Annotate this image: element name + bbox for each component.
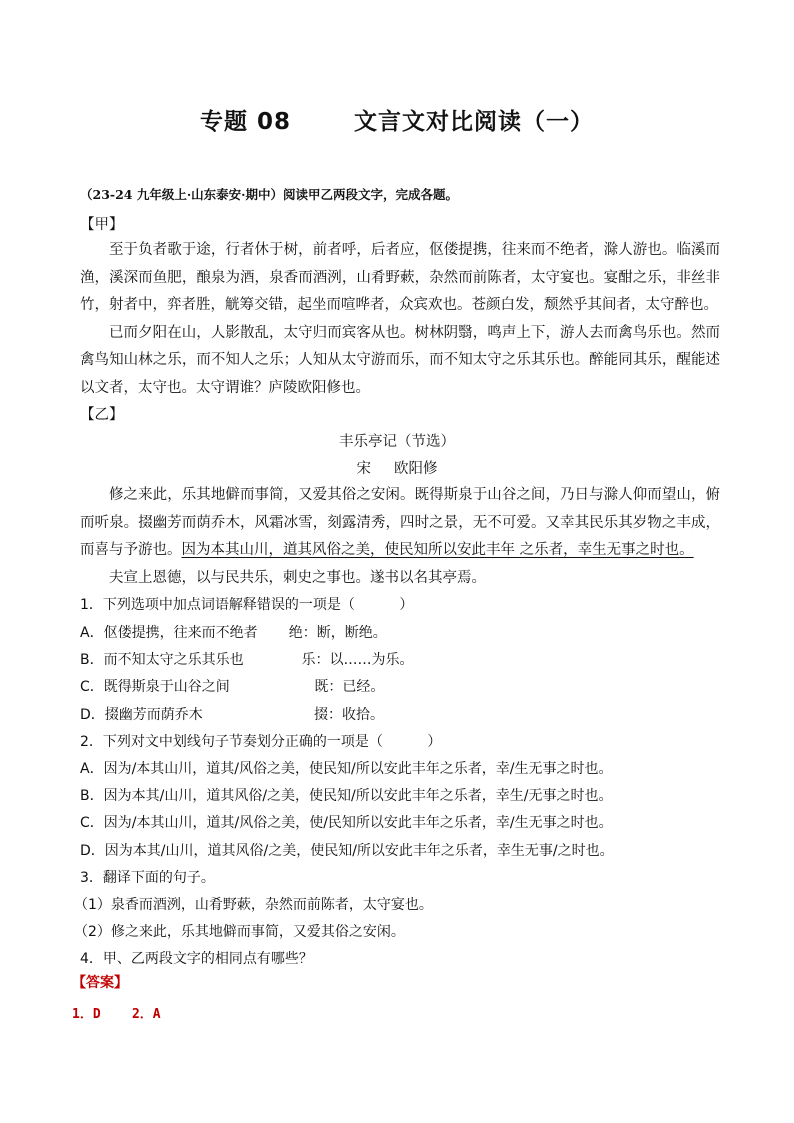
underlined-sentence: 因为本其山川，道其风俗之美，使民知所以安此丰年 之乐者，幸生无事之时也。 xyxy=(181,542,694,558)
question-3-item-1: （1）泉香而酒洌，山肴野蔌，杂然而前陈者，太守宴也。 xyxy=(74,897,433,913)
question-2-option-d: D．因为本其/山川，道其风俗/之美，使民知/所以安此丰年之乐者，幸生无事/之时也。 xyxy=(80,843,614,859)
answer-label: 【答案】 xyxy=(72,975,128,991)
passage-yi-title: 丰乐亭记（节选） xyxy=(339,434,455,450)
question-2: 2．下列对文中划线句子节奏划分正确的一项是（ ） xyxy=(80,734,442,750)
section-label-jia: 【甲】 xyxy=(80,217,124,233)
passage-jia xyxy=(80,237,720,402)
passage-yi xyxy=(80,482,720,592)
passage-jia-paragraph-1: 至于负者歌于途，行者休于树，前者呼，后者应，伛偻提携，往来而不绝者，滁人游也。临溪而渔，溪深而鱼肥，酿泉为酒，泉香而酒洌，山肴野蔌，杂然而前陈者，太守宴也。宴酣之乐，非丝非竹，射者中，弈者胜，觥筹交错，起坐而喧哗者，众宾欢也。苍颜白发，颓然乎其间者，太守醉也。 xyxy=(80,242,720,313)
passage-yi-paragraph-2: 夫宣上恩德，以与民共乐，刺史之事也。遂书以名其亭焉。 xyxy=(109,569,486,586)
question-1-option-d: D．掇幽芳而荫乔木 掇：收拾。 xyxy=(80,707,385,723)
question-1-option-c: C．既得斯泉于山谷之间 既：已经。 xyxy=(80,679,385,695)
question-4: 4．甲、乙两段文字的相同点有哪些？ xyxy=(80,951,313,967)
passage-jia-paragraph-2: 已而夕阳在山，人影散乱，太守归而宾客从也。树林阴翳，鸣声上下，游人去而禽鸟乐也。然而禽鸟知山林之乐，而不知人之乐；人知从太守游而乐，而不知太守之乐其乐也。醉能同其乐，醒能述以文者，太守也。太守谓谁？庐陵欧阳修也。 xyxy=(80,324,720,396)
question-1-option-b: B．而不知太守之乐其乐也 乐：以……为乐。 xyxy=(80,652,414,668)
section-label-yi: 【乙】 xyxy=(80,407,124,423)
question-2-option-a: A．因为/本其山川，道其/风俗之美，使民知/所以安此丰年之乐者，幸/生无事之时也。 xyxy=(80,761,613,777)
question-3: 3．翻译下面的句子。 xyxy=(80,870,215,886)
passage-yi-author: 宋 欧阳修 xyxy=(356,461,438,477)
source-line: （23-24 九年级上·山东泰安·期中）阅读甲乙两段文字，完成各题。 xyxy=(80,187,459,202)
question-1-option-a: A．伛偻提携，往来而不绝者 绝：断，断绝。 xyxy=(80,625,387,641)
question-2-option-b: B．因为本其/山川，道其风俗/之美，使民知/所以安此丰年之乐者，幸生/无事之时也。 xyxy=(80,788,613,804)
page-title: 专题 08 文言文对比阅读（一） xyxy=(199,109,595,135)
passage-yi-paragraph-1 xyxy=(80,482,720,565)
answer-text: 1．D 2．A xyxy=(72,1007,161,1022)
passage-yi-text: 修之来此，乐其地僻而事简，又爱其俗之安闲。既得斯泉于山谷之间，乃日与滁人仰而望山，俯而听泉。掇幽芳而荫乔木，风霜冰雪，刻露清秀，四时之景，无不可爱。又幸其民乐其岁物之丰成，而喜与予游也。 xyxy=(80,487,720,558)
question-2-option-c: C．因为/本其山川，道其/风俗之美，使/民知所以安此丰年之乐者，幸/生无事之时也。 xyxy=(80,815,613,831)
question-1: 1．下列选项中加点词语解释错误的一项是（ ） xyxy=(80,597,414,613)
question-3-item-2: （2）修之来此，乐其地僻而事简，又爱其俗之安闲。 xyxy=(74,924,405,940)
